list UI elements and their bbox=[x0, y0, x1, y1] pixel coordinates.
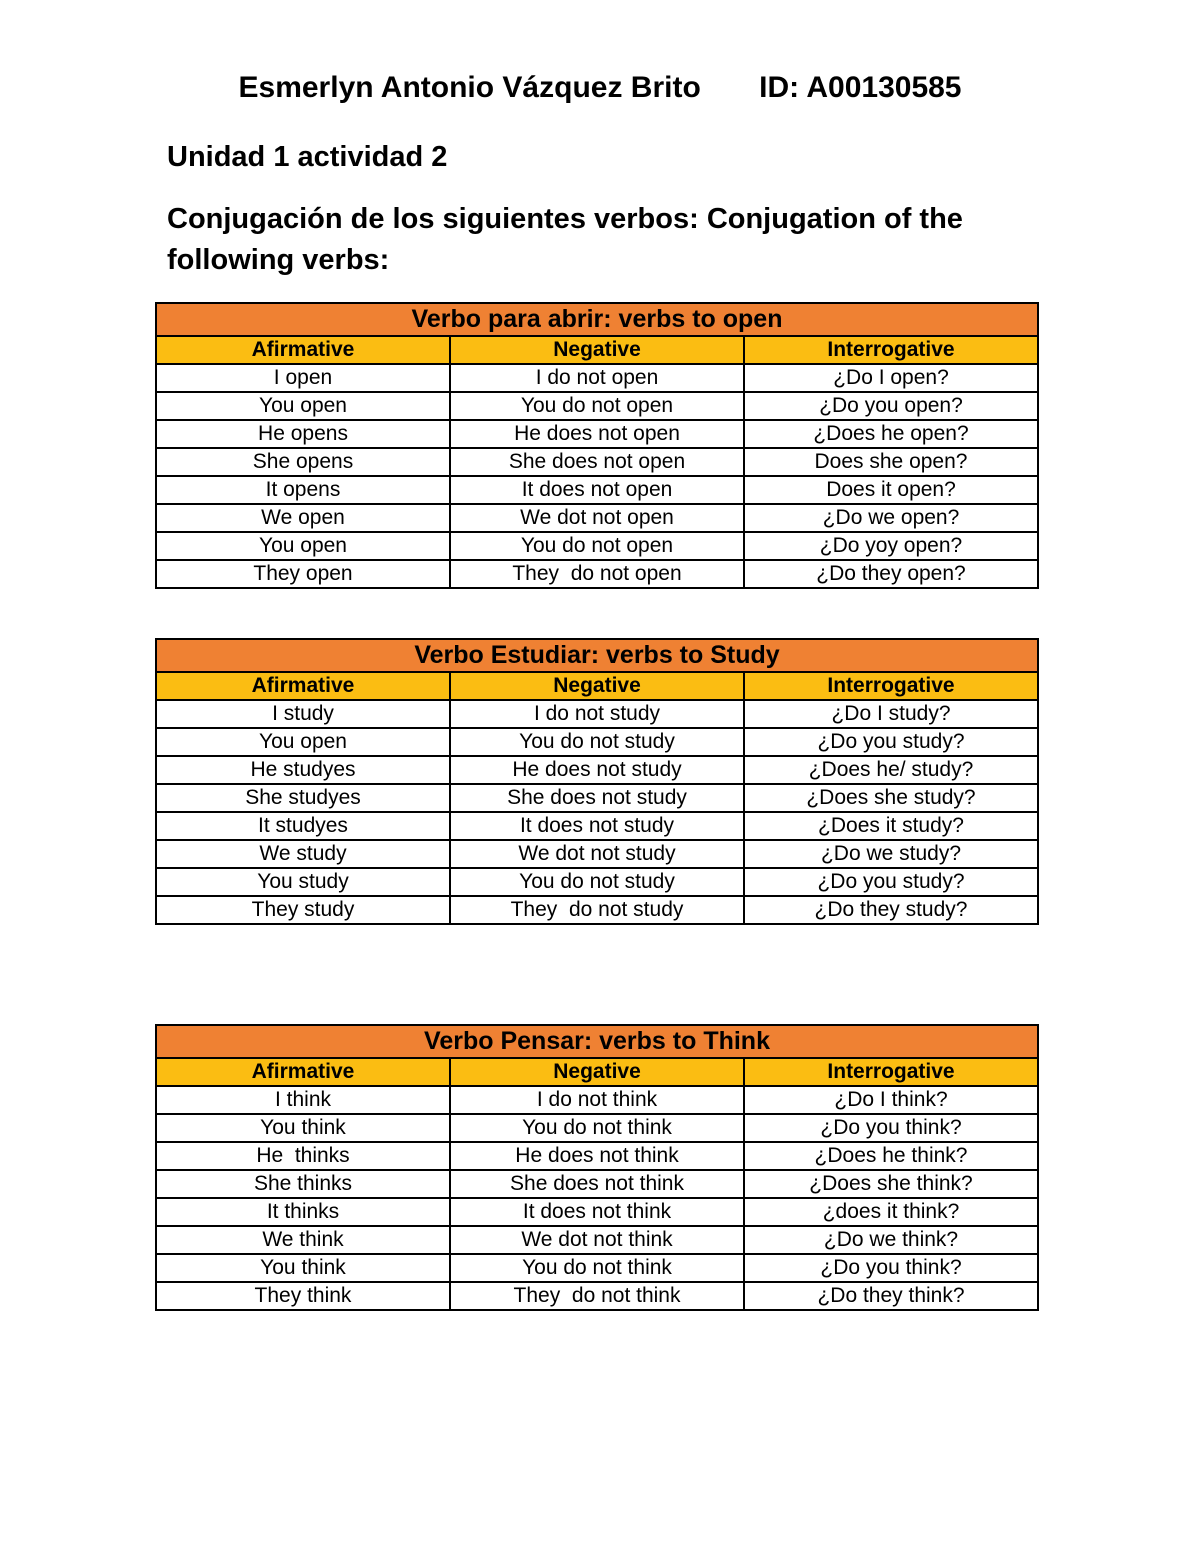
column-header-negative: Negative bbox=[450, 672, 744, 700]
subtitle: Conjugación de los siguientes verbos: Conjugation of the following verbs: bbox=[167, 203, 963, 276]
cell-interrogative: ¿Do I study? bbox=[744, 700, 1038, 728]
cell-afirmative: They study bbox=[156, 896, 450, 924]
cell-interrogative: Does it open? bbox=[744, 476, 1038, 504]
cell-negative: You do not open bbox=[450, 392, 744, 420]
cell-negative: You do not study bbox=[450, 868, 744, 896]
column-header-interrogative: Interrogative bbox=[744, 672, 1038, 700]
column-header-afirmative: Afirmative bbox=[156, 672, 450, 700]
column-header-negative: Negative bbox=[450, 1058, 744, 1086]
cell-afirmative: You open bbox=[156, 532, 450, 560]
cell-negative: You do not think bbox=[450, 1114, 744, 1142]
cell-afirmative: You think bbox=[156, 1114, 450, 1142]
cell-negative: She does not think bbox=[450, 1170, 744, 1198]
table-title-row bbox=[156, 639, 1038, 672]
verb-table-open bbox=[155, 302, 1039, 589]
cell-negative: We dot not open bbox=[450, 504, 744, 532]
cell-afirmative: She thinks bbox=[156, 1170, 450, 1198]
table-row bbox=[156, 1142, 1038, 1170]
cell-negative: They do not think bbox=[450, 1282, 744, 1310]
cell-interrogative: ¿Does she study? bbox=[744, 784, 1038, 812]
document-header bbox=[0, 68, 1200, 108]
column-header-row bbox=[156, 1058, 1038, 1086]
table-row bbox=[156, 1170, 1038, 1198]
cell-afirmative: He thinks bbox=[156, 1142, 450, 1170]
table-title: Verbo Estudiar: verbs to Study bbox=[156, 639, 1038, 672]
cell-interrogative: ¿Does she think? bbox=[744, 1170, 1038, 1198]
cell-interrogative: ¿Do I open? bbox=[744, 364, 1038, 392]
cell-negative: He does not study bbox=[450, 756, 744, 784]
cell-interrogative: ¿Do you think? bbox=[744, 1114, 1038, 1142]
cell-interrogative: ¿Do I think? bbox=[744, 1086, 1038, 1114]
verb-table-study bbox=[155, 638, 1039, 925]
cell-interrogative: ¿Do you study? bbox=[744, 728, 1038, 756]
table-row bbox=[156, 420, 1038, 448]
cell-afirmative: It thinks bbox=[156, 1198, 450, 1226]
cell-interrogative: ¿Do they study? bbox=[744, 896, 1038, 924]
table-row bbox=[156, 784, 1038, 812]
table-row bbox=[156, 728, 1038, 756]
table-row bbox=[156, 700, 1038, 728]
author-name: Esmerlyn Antonio Vázquez Brito bbox=[238, 71, 701, 104]
cell-interrogative: ¿Do you think? bbox=[744, 1254, 1038, 1282]
verb-table-think bbox=[155, 1024, 1039, 1311]
cell-negative: We dot not think bbox=[450, 1226, 744, 1254]
table-row bbox=[156, 840, 1038, 868]
cell-afirmative: You open bbox=[156, 392, 450, 420]
cell-interrogative: ¿Do you open? bbox=[744, 392, 1038, 420]
cell-afirmative: She opens bbox=[156, 448, 450, 476]
table-row bbox=[156, 1282, 1038, 1310]
table-row bbox=[156, 1254, 1038, 1282]
cell-afirmative: It opens bbox=[156, 476, 450, 504]
cell-negative: He does not think bbox=[450, 1142, 744, 1170]
cell-negative: She does not open bbox=[450, 448, 744, 476]
cell-negative: We dot not study bbox=[450, 840, 744, 868]
table-row bbox=[156, 1086, 1038, 1114]
cell-negative: I do not study bbox=[450, 700, 744, 728]
table-row bbox=[156, 1114, 1038, 1142]
column-header-afirmative: Afirmative bbox=[156, 1058, 450, 1086]
cell-afirmative: I open bbox=[156, 364, 450, 392]
cell-interrogative: ¿Do yoy open? bbox=[744, 532, 1038, 560]
cell-interrogative: ¿Do we think? bbox=[744, 1226, 1038, 1254]
table-row bbox=[156, 364, 1038, 392]
column-header-row bbox=[156, 672, 1038, 700]
cell-afirmative: I study bbox=[156, 700, 450, 728]
unit-title: Unidad 1 actividad 2 bbox=[167, 141, 448, 173]
table-row bbox=[156, 504, 1038, 532]
table-row bbox=[156, 560, 1038, 588]
cell-afirmative: He opens bbox=[156, 420, 450, 448]
table-row bbox=[156, 532, 1038, 560]
table-row bbox=[156, 868, 1038, 896]
column-header-interrogative: Interrogative bbox=[744, 1058, 1038, 1086]
cell-afirmative: It studyes bbox=[156, 812, 450, 840]
cell-negative: You do not study bbox=[450, 728, 744, 756]
cell-negative: It does not open bbox=[450, 476, 744, 504]
table-row bbox=[156, 448, 1038, 476]
cell-afirmative: You open bbox=[156, 728, 450, 756]
cell-negative: He does not open bbox=[450, 420, 744, 448]
column-header-negative: Negative bbox=[450, 336, 744, 364]
cell-negative: You do not think bbox=[450, 1254, 744, 1282]
cell-negative: It does not study bbox=[450, 812, 744, 840]
cell-interrogative: ¿Does he open? bbox=[744, 420, 1038, 448]
cell-negative: They do not study bbox=[450, 896, 744, 924]
cell-interrogative: ¿Does he think? bbox=[744, 1142, 1038, 1170]
table-row bbox=[156, 896, 1038, 924]
cell-afirmative: We open bbox=[156, 504, 450, 532]
cell-negative: She does not study bbox=[450, 784, 744, 812]
cell-interrogative: ¿Do they open? bbox=[744, 560, 1038, 588]
cell-interrogative: ¿Do we study? bbox=[744, 840, 1038, 868]
cell-interrogative: ¿does it think? bbox=[744, 1198, 1038, 1226]
cell-negative: It does not think bbox=[450, 1198, 744, 1226]
cell-interrogative: Does she open? bbox=[744, 448, 1038, 476]
cell-negative: They do not open bbox=[450, 560, 744, 588]
column-header-afirmative: Afirmative bbox=[156, 336, 450, 364]
cell-afirmative: He studyes bbox=[156, 756, 450, 784]
cell-afirmative: She studyes bbox=[156, 784, 450, 812]
cell-afirmative: You study bbox=[156, 868, 450, 896]
table-row bbox=[156, 1226, 1038, 1254]
cell-afirmative: I think bbox=[156, 1086, 450, 1114]
cell-afirmative: They open bbox=[156, 560, 450, 588]
table-row bbox=[156, 756, 1038, 784]
cell-negative: You do not open bbox=[450, 532, 744, 560]
table-row bbox=[156, 392, 1038, 420]
cell-afirmative: You think bbox=[156, 1254, 450, 1282]
table-title-row bbox=[156, 303, 1038, 336]
table-row bbox=[156, 812, 1038, 840]
cell-negative: I do not open bbox=[450, 364, 744, 392]
table-row bbox=[156, 476, 1038, 504]
cell-interrogative: ¿Do we open? bbox=[744, 504, 1038, 532]
cell-interrogative: ¿Do you study? bbox=[744, 868, 1038, 896]
table-row bbox=[156, 1198, 1038, 1226]
cell-interrogative: ¿Does it study? bbox=[744, 812, 1038, 840]
cell-afirmative: They think bbox=[156, 1282, 450, 1310]
cell-afirmative: We think bbox=[156, 1226, 450, 1254]
table-title: Verbo para abrir: verbs to open bbox=[156, 303, 1038, 336]
table-title-row bbox=[156, 1025, 1038, 1058]
cell-negative: I do not think bbox=[450, 1086, 744, 1114]
student-id: ID: A00130585 bbox=[759, 71, 962, 104]
cell-interrogative: ¿Does he/ study? bbox=[744, 756, 1038, 784]
column-header-row bbox=[156, 336, 1038, 364]
cell-interrogative: ¿Do they think? bbox=[744, 1282, 1038, 1310]
cell-afirmative: We study bbox=[156, 840, 450, 868]
table-title: Verbo Pensar: verbs to Think bbox=[156, 1025, 1038, 1058]
column-header-interrogative: Interrogative bbox=[744, 336, 1038, 364]
